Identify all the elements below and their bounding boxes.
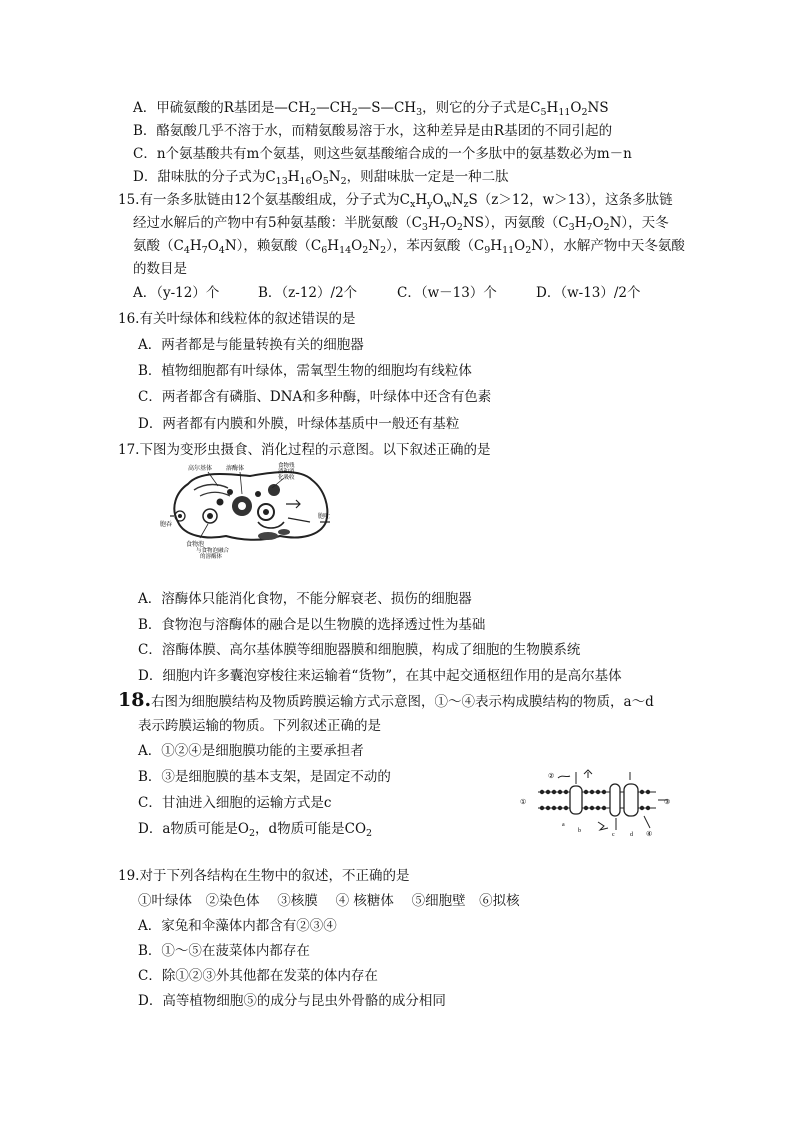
- q16-option-c: C．两者都含有磷脂、DNA和多种酶，叶绿体中还含有色素: [138, 389, 492, 405]
- fig-label-residue: 食物残: [278, 463, 295, 469]
- fig-label-fusion: 与食物泡融合: [196, 548, 230, 554]
- q18-option-a: A．①②④是细胞膜功能的主要承担者: [138, 743, 364, 759]
- q15-stem-line-1: 15.有一条多肽链由12个氨基酸组成，分子式为$C_xH_yO_wN_zS(z>12$，w＞13），这条多肽链: [118, 192, 673, 210]
- cell-membrane-diagram: [518, 768, 678, 838]
- fig-label-fusion-2: 的溶酶体: [200, 554, 223, 560]
- q17-stem: 17.下图为变形虫摄食、消化过程的示意图。以下叙述正确的是: [118, 442, 491, 458]
- q18-option-b: B．③是细胞膜的基本支架，是固定不动的: [138, 769, 391, 785]
- fig-label-golgi: 高尔基体: [188, 466, 213, 472]
- fig-marker-1: ①: [520, 798, 527, 806]
- fig-label-b: b: [578, 828, 581, 834]
- q16-option-b: B．植物细胞都有叶绿体，需氧型生物的细胞均有线粒体: [138, 363, 472, 379]
- fig-label-food-vacuole: 食物泡: [186, 542, 205, 548]
- q18-option-c: C．甘油进入细胞的运输方式是c: [138, 795, 332, 811]
- q17-option-a: A．溶酶体只能消化食物，不能分解衰老、损伤的细胞器: [138, 591, 472, 607]
- q18-number: 18.: [118, 689, 152, 711]
- q18-option-d: D．a物质可能是$O_2$，d物质可能是$CO_2$: [138, 821, 373, 839]
- fig-label-lysosome: 溶酶体: [226, 466, 245, 472]
- q15-option-d: D．（w-13）/2个: [536, 285, 641, 301]
- q15-option-a: A．（y-12）个: [133, 285, 220, 301]
- q19-stem: 19.对于下列各结构在生物中的叙述，不正确的是: [118, 868, 410, 884]
- fig-label-residue-2: 渣和消: [278, 469, 295, 475]
- q19-option-d: D．高等植物细胞⑤的成分与昆虫外骨骼的成分相同: [138, 993, 446, 1009]
- q14-option-b: B．酪氨酸几乎不溶于水，而精氨酸易溶于水，这种差异是由R基团的不同引起的: [133, 123, 613, 139]
- fig-marker-3: ③: [664, 798, 671, 806]
- q15-option-b: B．（z-12）/2个: [258, 285, 358, 301]
- fig-marker-4: ④: [646, 830, 653, 838]
- q14-option-d: D．甜味肽的分子式为$C_{13}H_{16}O_5N_2$，则甜味肽一定是一种二肽: [133, 169, 509, 187]
- amoeba-diagram: [160, 460, 335, 560]
- q19-option-a: A．家兔和伞藻体内都含有②③④: [138, 918, 337, 934]
- q15-stem-line-2: 经过水解后的产物中有5种氨基酸：半胱氨酸$(C_3H_7O_2NS)$，丙氨酸$(C_3H_7O_2N)$，天冬: [133, 215, 669, 233]
- q15-stem-line-3: 氨酸$(C_4H_7O_4N)$，赖氨酸$(C_6H_{14}O_2N_2)$，苯丙氨酸$(C_9H_{11}O_2N)$，水解产物中天冬氨酸: [133, 238, 685, 256]
- fig-label-a: a: [562, 822, 565, 828]
- fig-label-d: d: [630, 832, 633, 838]
- q19-option-b: B．①～⑤在菠菜体内都存在: [138, 943, 310, 959]
- q16-stem: 16.有关叶绿体和线粒体的叙述错误的是: [118, 311, 356, 327]
- q18-stem-line-2: 表示跨膜运输的物质。下列叙述正确的是: [138, 718, 381, 734]
- q15-option-c: C．（w－13）个: [397, 285, 497, 301]
- fig-label-exocytosis: 胞吐: [318, 514, 331, 520]
- q19-option-c: C．除①②③外其他都在发菜的体内存在: [138, 968, 378, 984]
- q17-option-d: D．细胞内许多囊泡穿梭往来运输着“货物”，在其中起交通枢纽作用的是高尔基体: [138, 668, 622, 684]
- q17-option-b: B．食物泡与溶酶体的融合是以生物膜的选择透过性为基础: [138, 617, 486, 633]
- q18-stem-line-1: 18.右图为细胞膜结构及物质跨膜运输方式示意图，①～④表示构成膜结构的物质，a～d: [118, 689, 654, 711]
- fig-label-residue-3: 化吸收: [278, 475, 295, 481]
- q16-option-d: D．两者都有内膜和外膜，叶绿体基质中一般还有基粒: [138, 416, 460, 432]
- q19-structure-list: ①叶绿体 ②染色体 ③核膜 ④ 核糖体 ⑤细胞壁 ⑥拟核: [138, 893, 520, 909]
- fig-marker-2: ②: [548, 772, 555, 780]
- q15-stem-line-4: 的数目是: [133, 261, 187, 277]
- q17-option-c: C．溶酶体膜、高尔基体膜等细胞器膜和细胞膜，构成了细胞的生物膜系统: [138, 642, 581, 658]
- q14-option-a: A．甲硫氨酸的R基团是$—CH_2—CH_2—S—CH_3$，则它的分子式是$C_5H_{11}O_2NS$: [133, 100, 609, 118]
- q16-option-a: A．两者都是与能量转换有关的细胞器: [138, 337, 364, 353]
- fig-label-c: c: [612, 832, 615, 838]
- q14-option-c: C．n个氨基酸共有m个氨基，则这些氨基酸缩合成的一个多肽中的氨基数必为m－n: [133, 146, 632, 162]
- fig-label-phagocytosis: 胞吞: [160, 522, 173, 528]
